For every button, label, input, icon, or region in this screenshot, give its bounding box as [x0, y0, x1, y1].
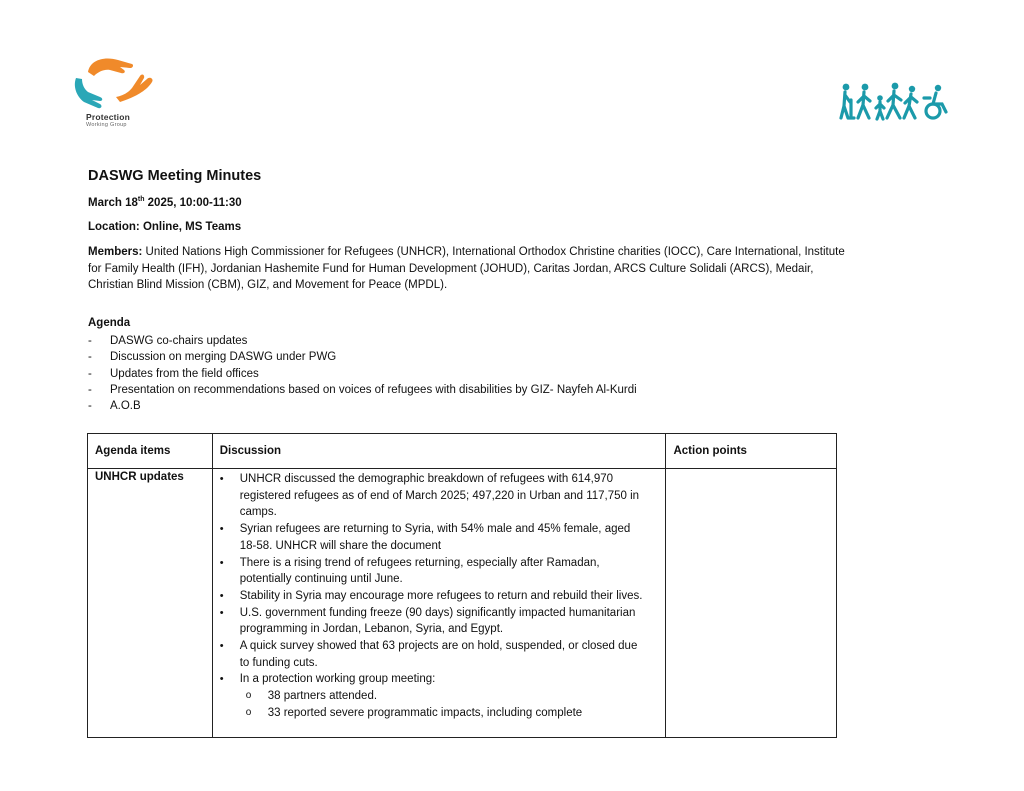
sub-list-item: o 33 reported severe programmatic impacts, including complete [240, 705, 648, 722]
discussion-bullets [213, 471, 666, 722]
logo-text-protection: Protection [86, 112, 131, 122]
meeting-members: Members: United Nations High Commissioner for Refugees (UNHCR), International Orthodox Christine charities (IOCC), Care International, Institute for Family Health (IFH), Jordanian Hashemite Fund for Human Development (JOHUD), Caritas Jordan, ARCS Culture Solidali (ARCS), Medair, Christian Blind Mission (CBM), GIZ, and Movement for Peace (MPDL). [88, 246, 845, 291]
sub-list-item: o 38 partners attended. [240, 688, 648, 705]
agenda-item: - A.O.B [88, 400, 141, 413]
list-item: • There is a rising trend of refugees returning, especially after Ramadan, potentially continuing until June. [213, 555, 666, 588]
people-disability-icon [838, 82, 950, 122]
list-item: • A quick survey showed that 63 projects are on hold, suspended, or closed due to funding cuts. [213, 638, 666, 671]
hands-logo-icon [70, 52, 160, 114]
agenda-item: - DASWG co-chairs updates [88, 335, 248, 347]
row-action-points [666, 469, 837, 738]
protection-working-group-logo [70, 52, 160, 130]
meeting-location: Location: Online, MS Teams [88, 221, 242, 233]
row-discussion [212, 469, 666, 738]
list-item: • U.S. government funding freeze (90 days) significantly impacted humanitarian programming in Jordan, Lebanon, Syria, and Egypt. [213, 605, 666, 638]
agenda-item: - Presentation on recommendations based on voices of refugees with disabilities by GIZ- Nayfeh Al-Kurdi [88, 383, 637, 396]
agenda-list [88, 333, 637, 414]
agenda-item: - Discussion on merging DASWG under PWG [88, 351, 337, 364]
header-discussion: Discussion [212, 434, 666, 469]
header-action-points: Action points [666, 434, 837, 469]
minutes-table [87, 433, 837, 738]
sub-bullets [240, 688, 648, 721]
header-agenda-items: Agenda items [88, 434, 213, 469]
table-header-row [88, 434, 837, 469]
table-row [88, 469, 837, 738]
list-item: • UNHCR discussed the demographic breakdown of refugees with 614,970 registered refugees as of end of March 2025; 497,220 in Urban and 117,750 in camps. [213, 471, 666, 521]
agenda-heading: Agenda [88, 317, 131, 329]
agenda-item: - Updates from the field offices [88, 367, 259, 380]
meeting-date: March 18th 2025, 10:00-11:30 [88, 196, 242, 209]
document-title: DASWG Meeting Minutes [88, 168, 262, 184]
list-item: • Stability in Syria may encourage more refugees to return and rebuild their lives. [213, 588, 666, 605]
logo-text-working-group: Working Group [86, 122, 127, 128]
row-agenda-item: UNHCR updates [88, 469, 213, 738]
list-item: • In a protection working group meeting: o 38 partners attended. o 33 reported severe programmatic impacts, including complete [213, 671, 666, 721]
list-item: • Syrian refugees are returning to Syria, with 54% male and 45% female, aged 18-58. UNHCR will share the document [213, 521, 666, 554]
